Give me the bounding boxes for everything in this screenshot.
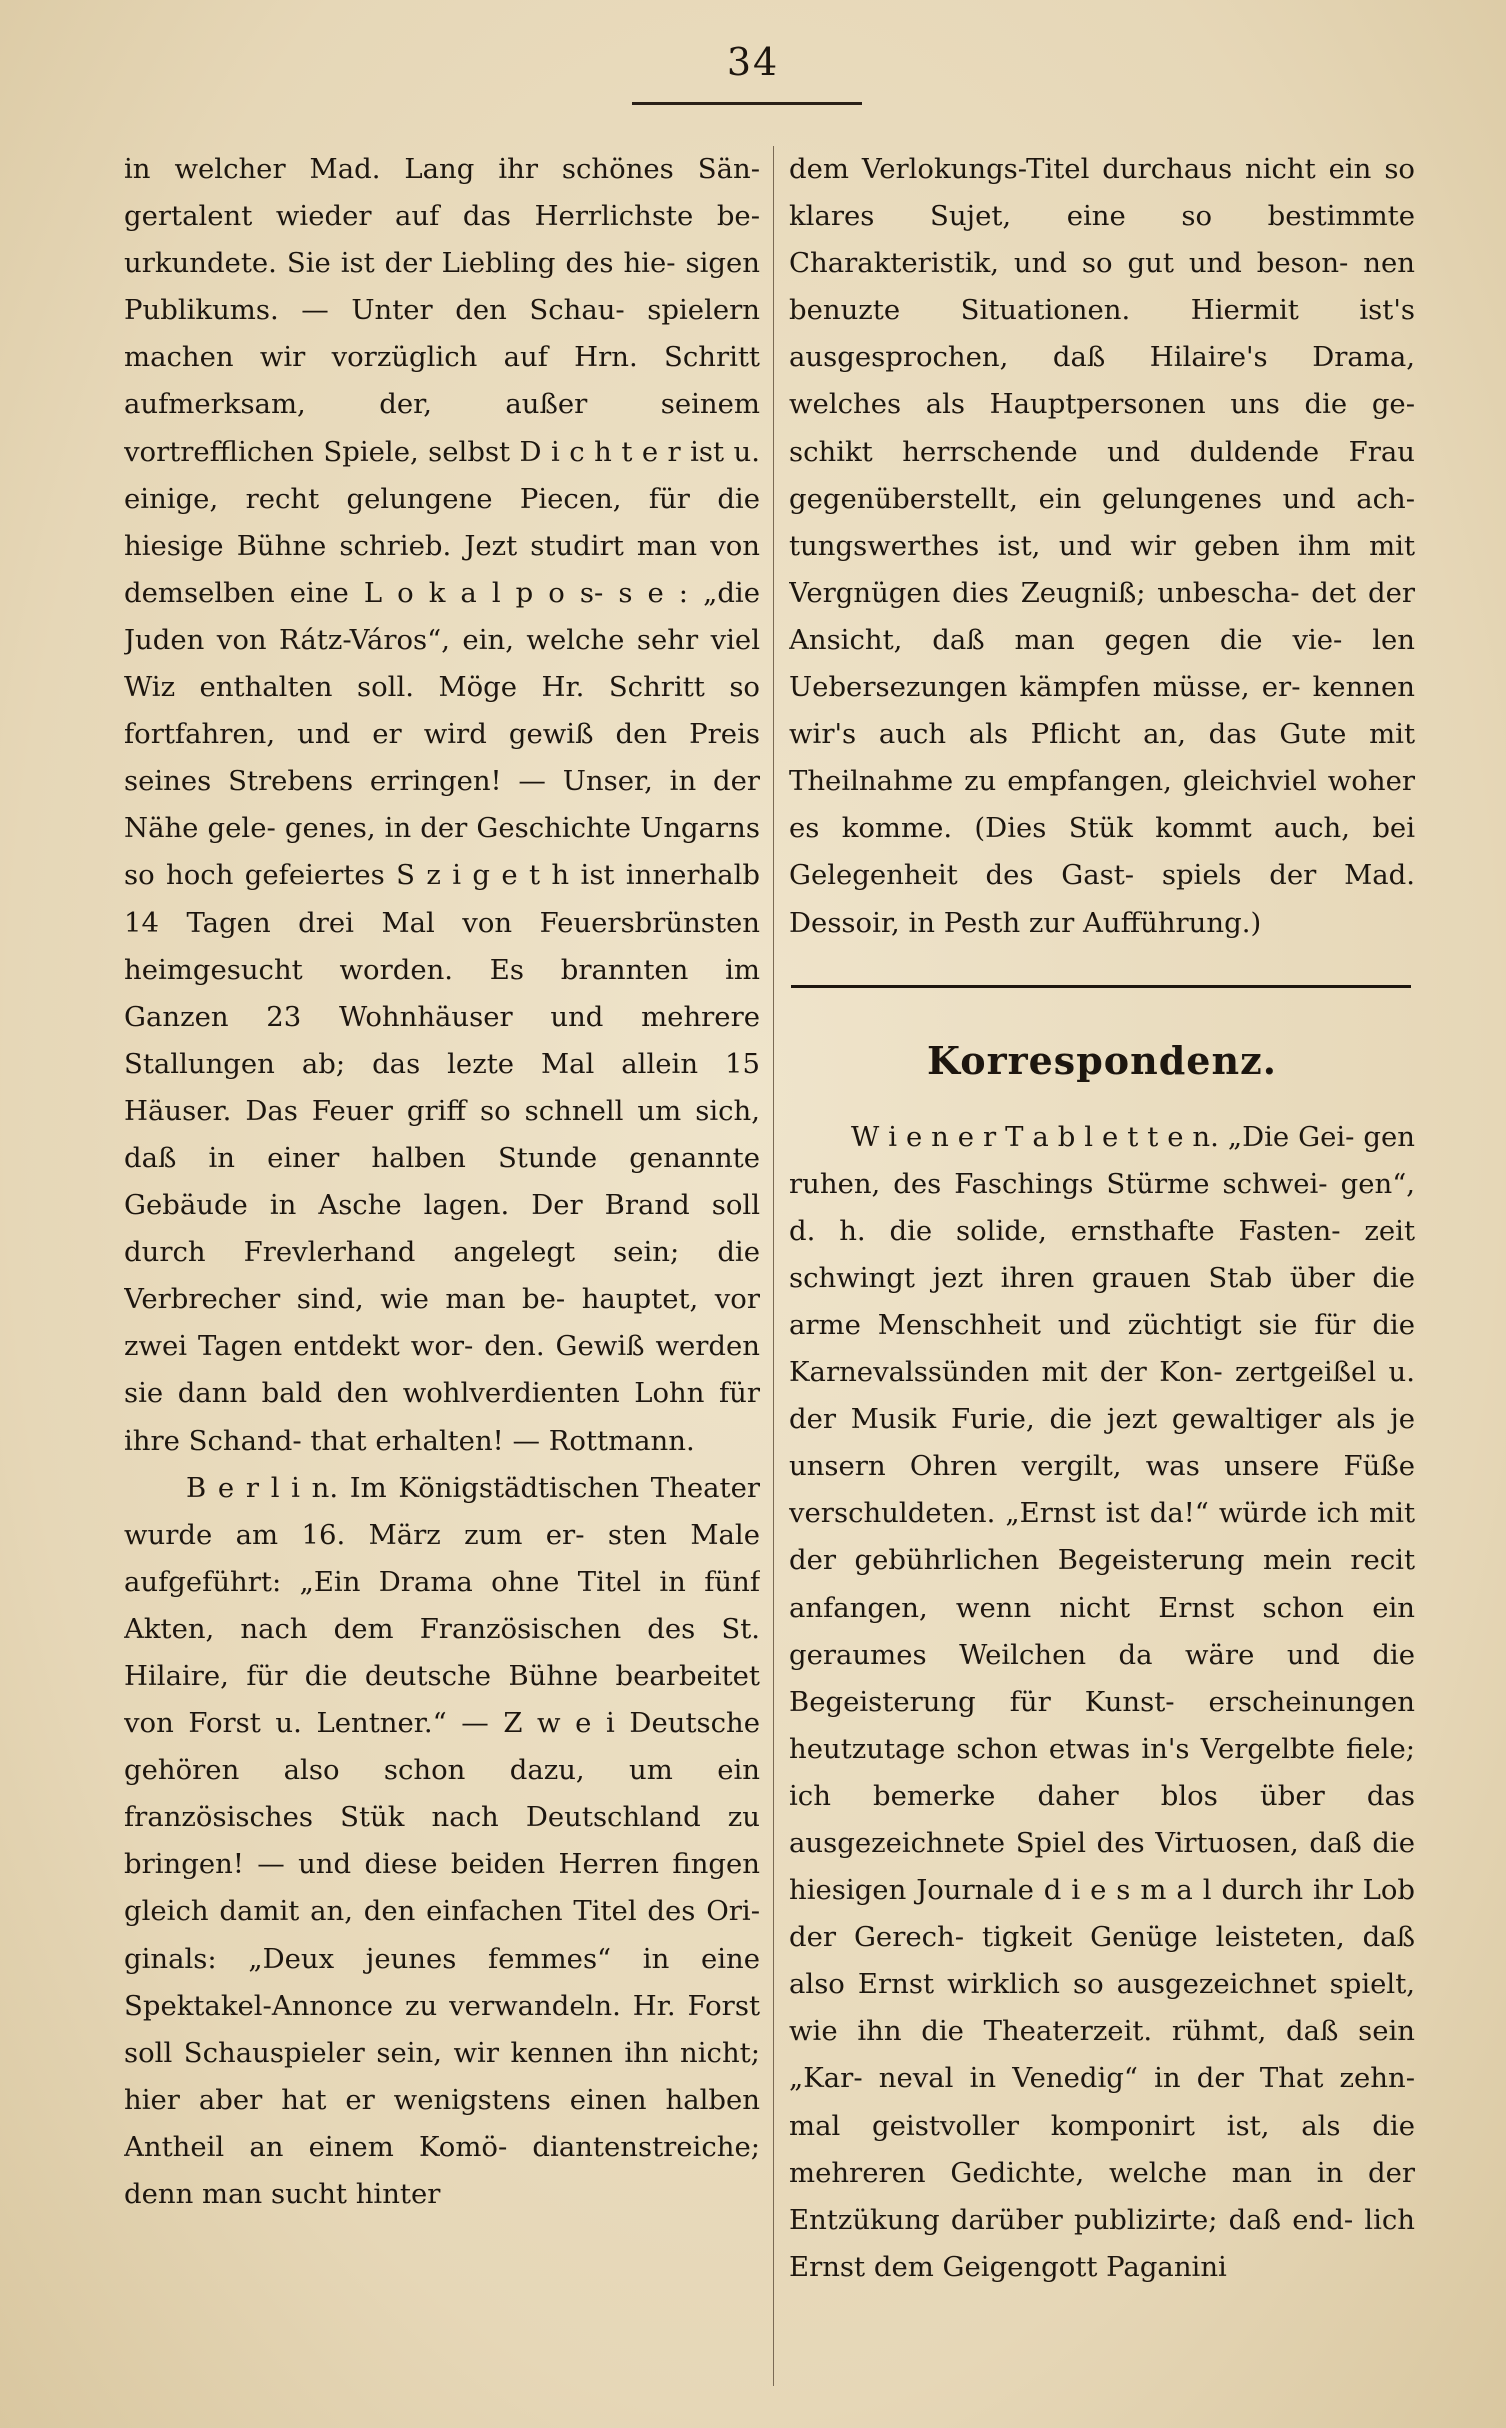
article-paragraph: in welcher Mad. Lang ihr schönes Sän- gertalent wieder auf das Herrlichste be- urkundete. Sie ist der Liebling des hie- sigen Publikums. — Unter den Schau- spielern machen wir vorzüglich auf Hrn. Schritt aufmerksam, der, außer seinem vortrefflichen Spiele, selbst D i c h t e r ist u. einige, recht gelungene Piecen, für die hiesige Bühne schrieb. Jezt studirt man von demselben eine L o k a l p o s- s e : „die Juden von Rátz-Város“, ein, welche sehr viel Wiz enthalten soll. Möge Hr. Schritt so fortfahren, und er wird gewiß den Preis seines Strebens erringen! — Unser, in der Nähe gele- genes, in der Geschichte Ungarns so hoch gefeiertes S z i g e t h ist innerhalb 14 Tagen drei Mal von Feuersbrünsten heimgesucht worden. Es brannten im Ganzen 23 Wohnhäuser und mehrere Stallungen ab; das lezte Mal allein 15 Häuser. Das Feuer griff so schnell um sich, daß in einer halben Stunde genannte Gebäude in Asche lagen. Der Brand soll durch Frevlerhand angelegt sein; die Verbrecher sind, wie man be- hauptet, vor zwei Tagen entdekt wor- den. Gewiß werden sie dann bald den wohlverdienten Lohn für ihre Schand- that erhalten! — Rottmann. xyxy=(124,153,760,1457)
article-paragraph-berlin: B e r l i n. Im Königstädtischen Theater wurde am 16. März zum er- sten Male aufgeführt: „Ein Drama ohne Titel in fünf Akten, nach dem Französischen des St. Hilaire, für die deutsche Bühne bearbeitet von Forst u. Lentner.“ — Z w e i Deutsche gehören also schon dazu, um ein französisches Stük nach Deutschland zu bringen! — und diese beiden Herren fingen gleich damit an, den einfachen Titel des Ori- ginals: „Deux jeunes femmes“ in eine Spektakel-Annonce zu verwandeln. Hr. Forst soll Schauspieler sein, wir kennen ihn nicht; hier aber hat er wenigstens einen halben Antheil an einem Komö- diantenstreiche; denn man sucht hinter xyxy=(124,1471,760,2211)
section-heading: Korrespondenz. xyxy=(927,1037,1277,1083)
left-column xyxy=(124,146,760,2388)
right-column xyxy=(789,146,1415,2388)
section-rule xyxy=(791,985,1411,988)
column-divider xyxy=(773,146,774,2386)
article-paragraph-continued: dem Verlokungs-Titel durchaus nicht ein so klares Sujet, eine so bestimmte Charakteristik, und so gut und beson- nen benuzte Situationen. Hiermit ist's ausgesprochen, daß Hilaire's Drama, welches als Hauptpersonen uns die ge- schikt herrschende und duldende Frau gegenüberstellt, ein gelungenes und ach- tungswerthes ist, und wir geben ihm mit Vergnügen dies Zeugniß; unbescha- det der Ansicht, daß man gegen die vie- len Uebersezungen kämpfen müsse, er- kennen wir's auch als Pflicht an, das Gute mit Theilnahme zu empfangen, gleichviel woher es komme. (Dies Stük kommt auch, bei Gelegenheit des Gast- spiels der Mad. Dessoir, in Pesth zur Aufführung.) xyxy=(789,153,1415,939)
correspondence-paragraph: W i e n e r T a b l e t t e n. „Die Gei- gen ruhen, des Faschings Stürme schwei- gen“, d. h. die solide, ernsthafte Fasten- zeit schwingt jezt ihren grauen Stab über die arme Menschheit und züchtigt sie für die Karnevalssünden mit der Kon- zertgeißel u. der Musik Furie, die jezt gewaltiger als je unsern Ohren vergilt, was unsere Füße verschuldeten. „Ernst ist da!“ würde ich mit der gebührlichen Begeisterung mein recit anfangen, wenn nicht Ernst schon ein geraumes Weilchen da wäre und die Begeisterung für Kunst- erscheinungen heutzutage schon etwas in's Vergelbte fiele; ich bemerke daher blos über das ausgezeichnete Spiel des Virtuosen, daß die hiesigen Journale d i e s m a l durch ihr Lob der Gerech- tigkeit Genüge leisteten, daß also Ernst wirklich so ausgezeichnet spielt, wie ihn die Theaterzeit. rühmt, daß sein „Kar- neval in Venedig“ in der That zehn- mal geistvoller komponirt ist, als die mehreren Gedichte, welche man in der Entzükung darüber publizirte; daß end- lich Ernst dem Geigengott Paganini xyxy=(789,1120,1415,2283)
page-number: 34 xyxy=(726,40,780,84)
header-rule xyxy=(632,102,862,105)
